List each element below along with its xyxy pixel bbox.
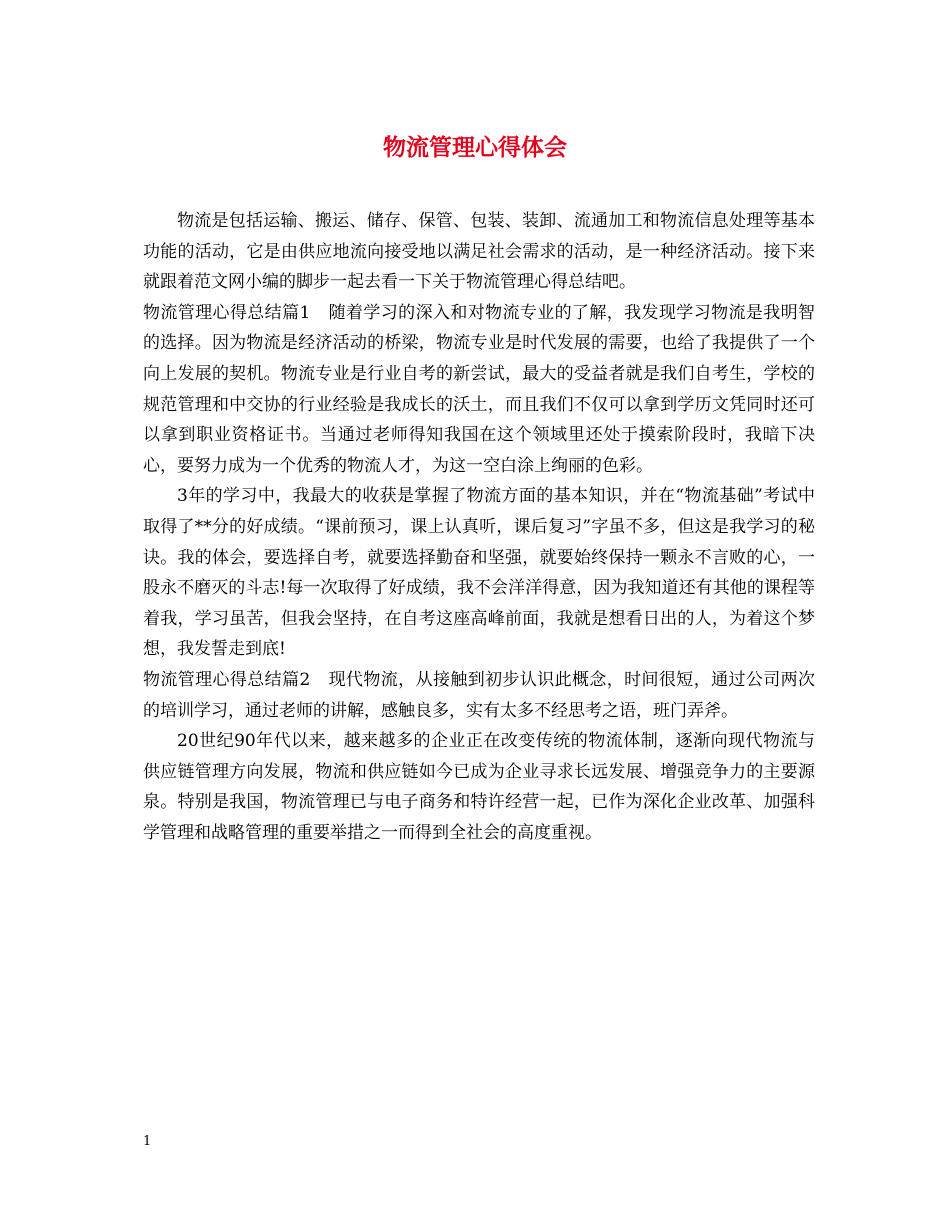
section-1-first-paragraph xyxy=(143,298,815,482)
section-1-paragraph-1: 随着学习的深入和对物流专业的了解，我发现学习物流是我明智的选择。因为物流是经济活动的桥梁，物流专业是时代发展的需要，也给了我提供了一个向上发展的契机。物流专业是行业自考的新尝试，最大的受益者就是我们自考生，学校的规范管理和中交协的行业经验是我成长的沃土，而且我们不仅可以拿到学历文凭同时还可以拿到职业资格证书。当通过老师得知我国在这个领域里还处于摸索阶段时，我暗下决心，要努力成为一个优秀的物流人才，为这一空白涂上绚丽的色彩。 xyxy=(143,302,815,476)
section-1-heading: 物流管理心得总结篇1 xyxy=(143,302,311,323)
intro-paragraph: 物流是包括运输、搬运、储存、保管、包装、装卸、流通加工和物流信息处理等基本功能的活动，它是由供应地流向接受地以满足社会需求的活动，是一种经济活动。接下来就跟着范文网小编的脚步一起去看一下关于物流管理心得总结吧。 xyxy=(143,211,815,293)
section-2-heading: 物流管理心得总结篇2 xyxy=(143,669,311,690)
section-2-first-paragraph xyxy=(143,665,815,726)
page-number: 1 xyxy=(143,1134,152,1149)
section-2-paragraph-1: 现代物流，从接触到初步认识此概念，时间很短，通过公司两次的培训学习，通过老师的讲解，感触良多，实有太多不经思考之语，班门弄斧。 xyxy=(143,669,815,721)
section-1-paragraph-2: 3年的学习中，我最大的收获是掌握了物流方面的基本知识，并在“物流基础”考试中取得了**分的好成绩。“课前预习，课上认真听，课后复习”字虽不多，但这是我学习的秘诀。我的体会，要选择自考，就要选择勤奋和坚强，就要始终保持一颗永不言败的心，一股永不磨灭的斗志!每一次取得了好成绩，我不会洋洋得意，因为我知道还有其他的课程等着我，学习虽苦，但我会坚持，在自考这座高峰前面，我就是想看日出的人，为着这个梦想，我发誓走到底! xyxy=(143,486,815,660)
section-2-paragraph-2: 20世纪90年代以来，越来越多的企业正在改变传统的物流体制，逐渐向现代物流与供应链管理方向发展，物流和供应链如今已成为企业寻求长远发展、增强竞争力的主要源泉。特别是我国，物流管理已与电子商务和特许经营一起，已作为深化企业改革、加强科学管理和战略管理的重要举措之一而得到全社会的高度重视。 xyxy=(143,731,815,843)
document-body xyxy=(143,206,815,848)
document-title: 物流管理心得体会 xyxy=(383,134,567,161)
